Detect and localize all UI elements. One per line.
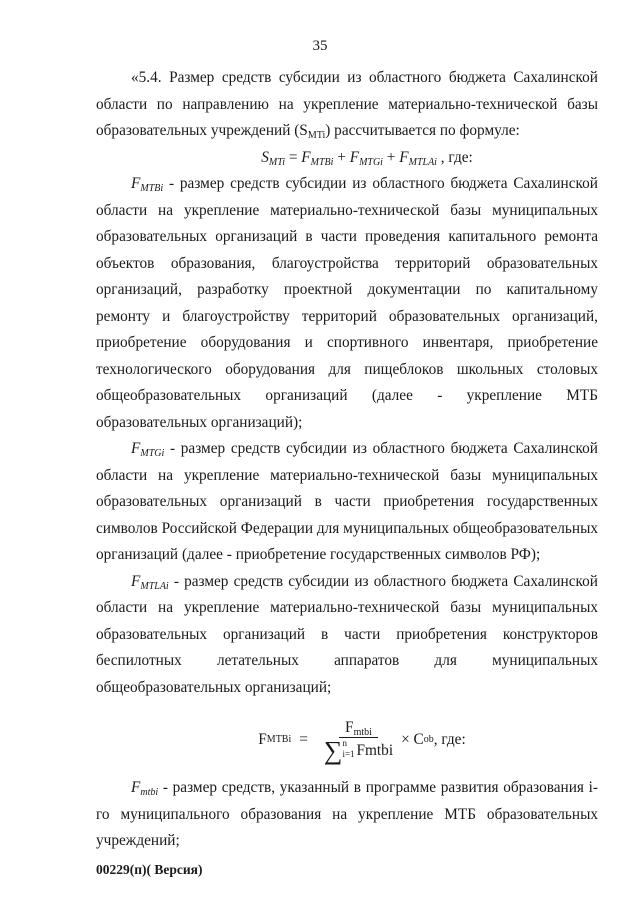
numerator-sub: mtbi: [353, 726, 372, 738]
formula-term1: F: [301, 148, 311, 166]
fraction-numerator: [339, 719, 378, 738]
definition-text: - размер средств, указанный в программе развития образования i-го муниципального образования на укрепление МТБ образовательных учреждений;: [96, 779, 598, 849]
formula-term2-sub: MTGi: [359, 156, 383, 168]
sum-limits: [342, 738, 354, 760]
definition-fmtbi: [96, 171, 598, 436]
formula-term3: F: [399, 148, 409, 166]
intro-paragraph: [96, 65, 598, 145]
formula-eq: =: [285, 148, 302, 166]
definition-fmtbi-lower: [96, 775, 598, 855]
formula-tail: , где:: [436, 148, 473, 166]
page-number: 35: [312, 38, 328, 54]
fraction-denominator: [323, 735, 394, 765]
definition-symbol: F: [131, 572, 141, 590]
formula-term3-sub: MTLAi: [408, 156, 437, 168]
formula-fmtbi: F MTBi = $F_{mtbi}$ ∑ n i=1 Fmtbi × C ob , где:: [258, 718, 466, 765]
formula-lhs-sub: MTi: [268, 156, 285, 168]
intro-text: «5.4. Размер средств субсидии из областного бюджета Сахалинской области по направлению на укрепление материально-технической базы образовательных учреждений (S: [96, 69, 598, 139]
sum-sign: ∑: [323, 735, 343, 765]
formula2-times-c: × C: [401, 730, 424, 748]
definition-fmtgi: [96, 436, 598, 569]
formula-plus2: +: [382, 148, 400, 166]
definition-text: - размер средств субсидии из областного бюджета Сахалинской области на укрепление материально-технической базы муниципальных образовательных организаций в части приобретения государственных символов Российской Федерации для муниципальных общеобразовательных организаций (далее - приобретение государственных символов РФ);: [96, 440, 598, 563]
formula-lhs: S: [261, 148, 269, 166]
document-body: [96, 65, 598, 855]
formula-plus1: +: [333, 148, 350, 166]
document-version: ( Версия): [146, 862, 203, 877]
intro-subscript: MTi: [307, 130, 326, 141]
formula-term2: F: [349, 148, 360, 166]
definition-symbol: F: [131, 779, 141, 796]
definition-symbol: F: [131, 175, 141, 192]
intro-tail: ) рассчитывается по формуле:: [325, 122, 520, 139]
formula2-tail: , где:: [433, 730, 466, 748]
definition-symbol-sub: MTLAi: [140, 580, 169, 592]
definition-symbol: F: [131, 440, 141, 457]
sum-upper: n: [342, 737, 347, 748]
formula-smti: [136, 145, 598, 172]
definition-fmtlai: [96, 569, 598, 702]
denominator-term: Fmtbi: [356, 741, 394, 759]
numerator-symbol: F: [345, 718, 354, 736]
formula-term1-sub: MTBi: [310, 156, 334, 168]
definition-text: - размер средств субсидии из областного бюджета Сахалинской области на укрепление материально-технической базы муниципальных образовательных организаций в части приобретения конструкторов беспилотных летательных аппаратов для муниципальных общеобразовательных организаций;: [96, 572, 598, 696]
definition-symbol-sub: MTBi: [140, 183, 164, 194]
definition-symbol-sub: MTGi: [140, 448, 165, 459]
definition-symbol-sub: mtbi: [140, 787, 159, 798]
definition-text: - размер средств субсидии из областного бюджета Сахалинской области на укрепление материально-технической базы муниципальных образовательных организаций в части проведения капитального ремонта объектов образования, благоустройства территорий образовательных организаций, разработку проектной документации по капитальному ремонту и благоустройству территорий образовательных организаций, приобретение оборудования и спортивного инвентаря, приобретение технологического оборудования для пищеблоков школьных столовых общеобразовательных организаций (далее - укрепление МТБ образовательных организаций);: [96, 175, 598, 431]
fraction: [323, 718, 394, 765]
formula2-eq: =: [299, 730, 308, 748]
sum-lower: i=1: [342, 748, 355, 759]
document-code: 00229(п): [96, 862, 147, 877]
formula2-lhs: F: [258, 730, 267, 748]
document-footer: [96, 862, 202, 878]
